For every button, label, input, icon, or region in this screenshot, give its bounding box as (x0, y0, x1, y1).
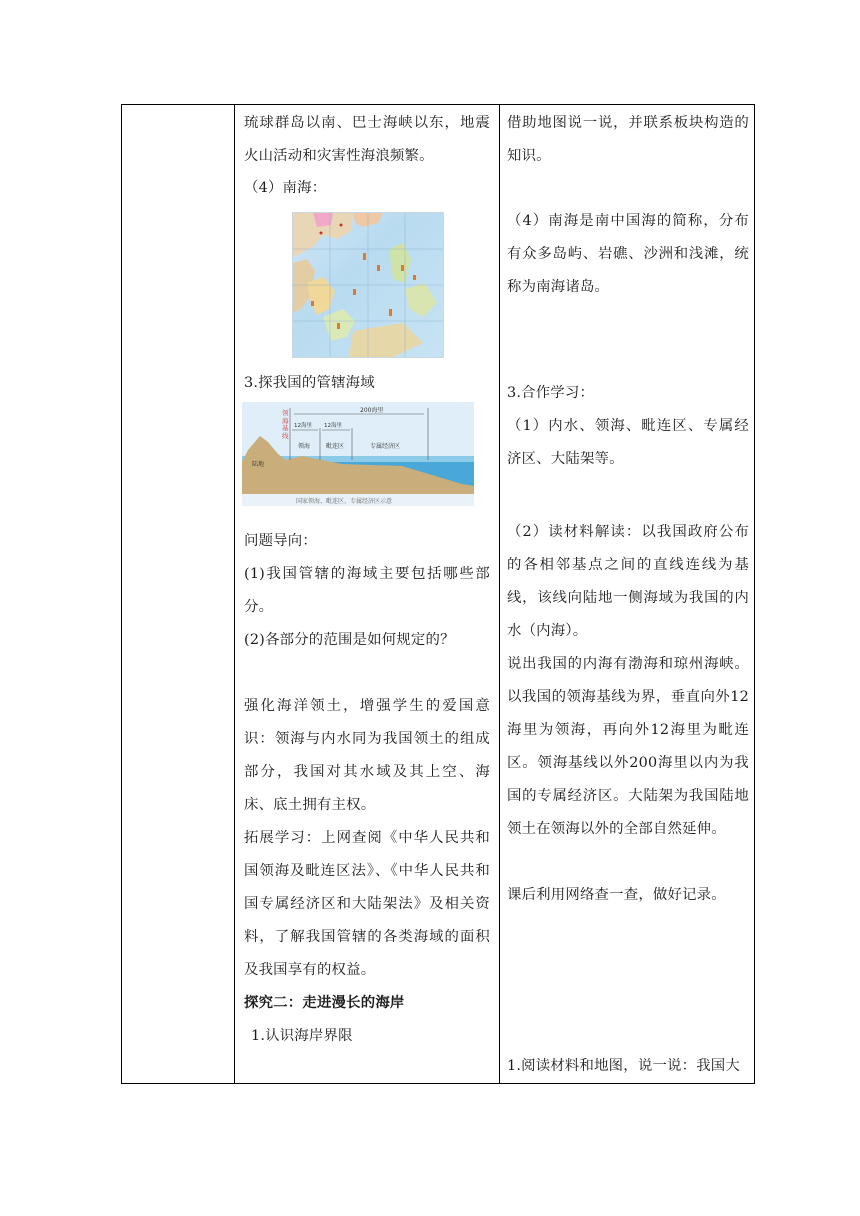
text-cooperative-learning: 3.合作学习： (507, 385, 595, 401)
text-ryukyu: 琉球群岛以南、巴士海峡以东，地震火山活动和灾害性海浪频繁。 (244, 115, 490, 164)
text-inquiry-two-heading: 探究二：走进漫长的海岸 (244, 995, 405, 1011)
maritime-zones-diagram-image (242, 402, 474, 506)
label-land: 陆地 (252, 461, 265, 468)
text-question-2: (2)各部分的范围是如何规定的？ (244, 632, 455, 648)
text-zone-list: （1）内水、领海、毗连区、专属经济区、大陆架等。 (507, 418, 749, 467)
lesson-table (121, 104, 755, 1084)
text-jurisdiction-heading: 3.探我国的管辖海域 (244, 375, 375, 391)
label-200-nm: 200海里 (360, 407, 384, 414)
text-south-sea-desc: （4）南海是南中国海的简称，分布有众多岛屿、岩礁、沙洲和浅滩，统称为南海诸岛。 (507, 213, 749, 295)
text-south-sea-heading: （4）南海： (244, 180, 327, 196)
text-guiding-questions: 问题导向： (244, 533, 317, 549)
diagram-caption: 国家领海、毗连区、专属经济区示意 (296, 498, 393, 505)
content-column (235, 105, 499, 1083)
label-12-nm-b: 12海里 (324, 423, 342, 429)
activity-column (500, 105, 756, 1083)
zones-graphic (242, 402, 474, 506)
text-extended-learning: 拓展学习：上网查阅《中华人民共和国领海及毗连区法》、《中华人民共和国专属经济区和大陆架法》及相关资料，了解我国管辖的各类海域的面积及我国享有的权益。 (244, 830, 490, 978)
baseline-label: 领海基线 (282, 409, 289, 440)
label-contiguous-zone: 毗连区 (326, 443, 345, 450)
text-online-research: 课后利用网络查一查，做好记录。 (507, 887, 726, 903)
south-china-sea-map-image (292, 212, 444, 358)
label-territorial-sea: 领海 (298, 443, 311, 450)
text-coast-boundary: 1.认识海岸界限 (251, 1028, 353, 1044)
text-material-reading: （2）读材料解读：以我国政府公布的各相邻基点之间的直线连线为基线，该线向陆地一侧海域为我国的内水（内海）。 (507, 524, 749, 639)
text-question-1: (1)我国管辖的海域主要包括哪些部分。 (244, 566, 490, 615)
text-patriotism: 强化海洋领土，增强学生的爱国意识：领海与内水同为我国领土的组成部分，我国对其水域及其上空、海床、底土拥有主权。 (244, 698, 490, 813)
label-eez: 专属经济区 (370, 443, 401, 450)
text-inner-sea: 说出我国的内海有渤海和琼州海峡。以我国的领海基线为界，垂直向外12海里为领海，再向外12海里为毗连区。领海基线以外200海里以内为我国的专属经济区。大陆架为我国陆地领土在领海以外的全部自然延伸。 (507, 656, 749, 837)
text-map-discussion: 借助地图说一说，并联系板块构造的知识。 (507, 115, 749, 164)
map-graphic (293, 213, 443, 357)
text-read-material: 1.阅读材料和地图，说一说：我国大 (507, 1058, 740, 1074)
left-column (122, 105, 234, 1083)
label-12-nm-a: 12海里 (294, 423, 312, 429)
